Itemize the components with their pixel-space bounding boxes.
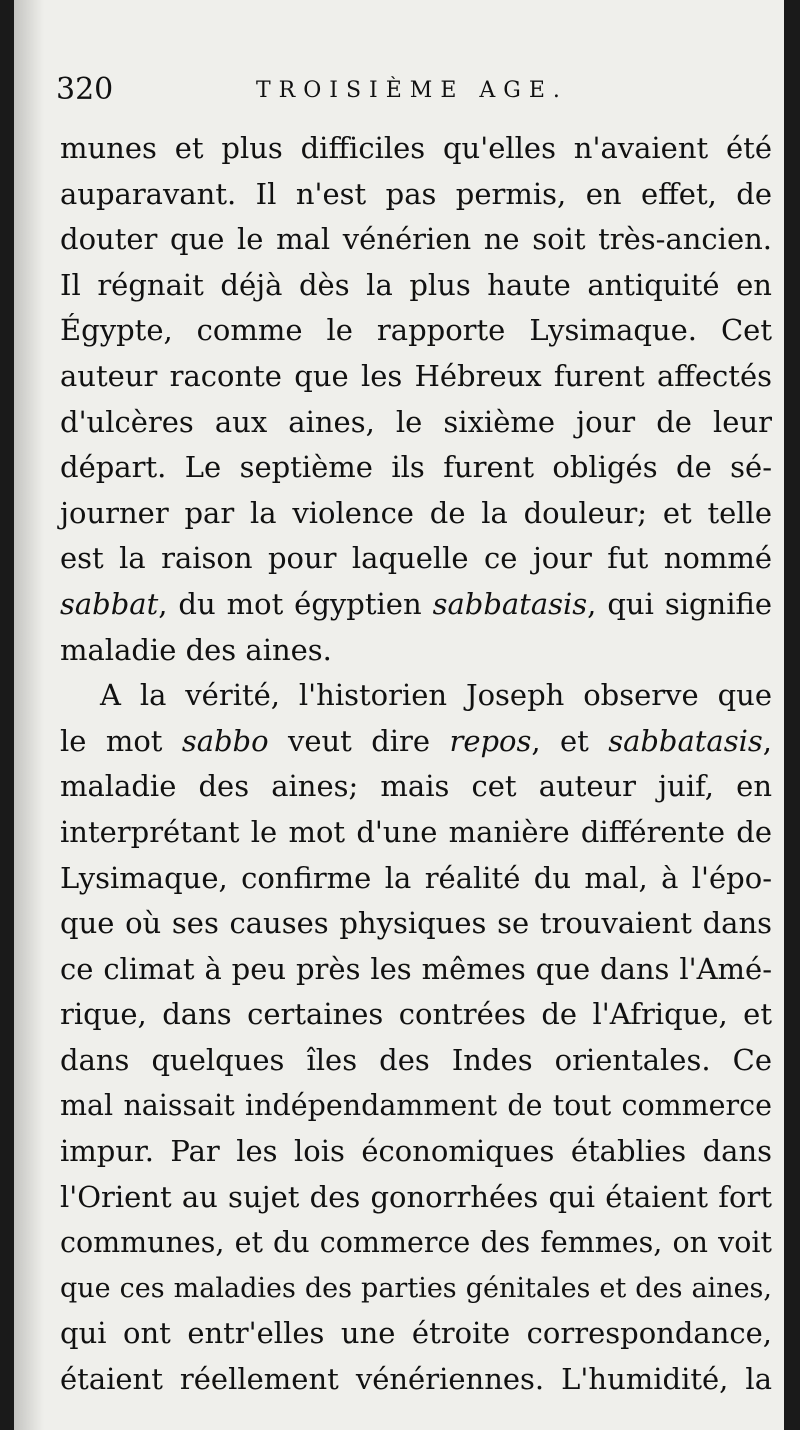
text-line: rique, dans certaines contrées de l'Afrique, et [60, 997, 772, 1032]
text-line: que où ses causes physiques se trouvaient dans [60, 906, 772, 941]
text-line: Lysimaque, confirme la réalité du mal, à l'épo- [60, 860, 772, 895]
text-line-italic-mixed [60, 719, 772, 765]
body-text [60, 126, 772, 1403]
text-line: interprétant le mot d'une manière différente de [60, 814, 772, 849]
text-run: , et [531, 723, 609, 758]
text-line: mal naissait indépendamment de tout commerce [60, 1089, 772, 1123]
text-line-italic-mixed [60, 582, 772, 628]
text-run: le mot [60, 723, 182, 758]
text-line: impur. Par les lois économiques établies dans [60, 1134, 772, 1169]
italic-word: sabbatasis [432, 586, 588, 621]
text-line: Il régnait déjà dès la plus haute antiquité en [60, 267, 772, 302]
text-line: auteur raconte que les Hébreux furent affectés [60, 358, 772, 393]
italic-word: sabbat [60, 586, 159, 621]
text-line: étaient réellement vénériennes. L'humidité, la [60, 1362, 772, 1397]
text-line: départ. Le septième ils furent obligés de sé- [60, 450, 772, 485]
book-page [14, 0, 784, 1430]
italic-word: sabbatasis [608, 723, 763, 758]
text-line: munes et plus difficiles qu'elles n'avaient été [60, 131, 772, 165]
text-line: qui ont entr'elles une étroite correspondance, [60, 1316, 772, 1351]
text-line: d'ulcères aux aines, le sixième jour de leur [60, 404, 772, 439]
page-header [56, 72, 776, 122]
text-line: maladie des aines; mais cet auteur juif, en [60, 769, 772, 804]
text-line: auparavant. Il n'est pas permis, en effet, de [60, 176, 772, 211]
page-number: 320 [56, 72, 114, 107]
text-line: ce climat à peu près les mêmes que dans l'Amé- [60, 951, 772, 986]
text-run: veut dire [268, 723, 450, 758]
text-run: , du mot égyptien [158, 586, 433, 621]
italic-word: repos [449, 723, 532, 758]
text-line: que ces maladies des parties génitales et des aines, [60, 1272, 772, 1304]
text-line: douter que le mal vénérien ne soit très-ancien. [60, 222, 772, 257]
text-run: , [762, 723, 772, 758]
text-line: maladie des aines. [60, 632, 332, 667]
text-line: A la vérité, l'historien Joseph observe que [100, 678, 772, 713]
text-line: Égypte, comme le rapporte Lysimaque. Cet [60, 313, 772, 348]
text-run: , qui signifie [587, 586, 772, 621]
italic-word: sabbo [181, 723, 269, 758]
text-line: journer par la violence de la douleur; et telle [60, 495, 772, 530]
text-line: est la raison pour laquelle ce jour fut nommé [60, 541, 772, 576]
text-line: l'Orient au sujet des gonorrhées qui étaient fort [60, 1179, 772, 1214]
text-line: dans quelques îles des Indes orientales. Ce [60, 1042, 772, 1077]
running-head: TROISIÈME AGE. [256, 78, 568, 103]
text-line: communes, et du commerce des femmes, on voit [60, 1226, 772, 1260]
